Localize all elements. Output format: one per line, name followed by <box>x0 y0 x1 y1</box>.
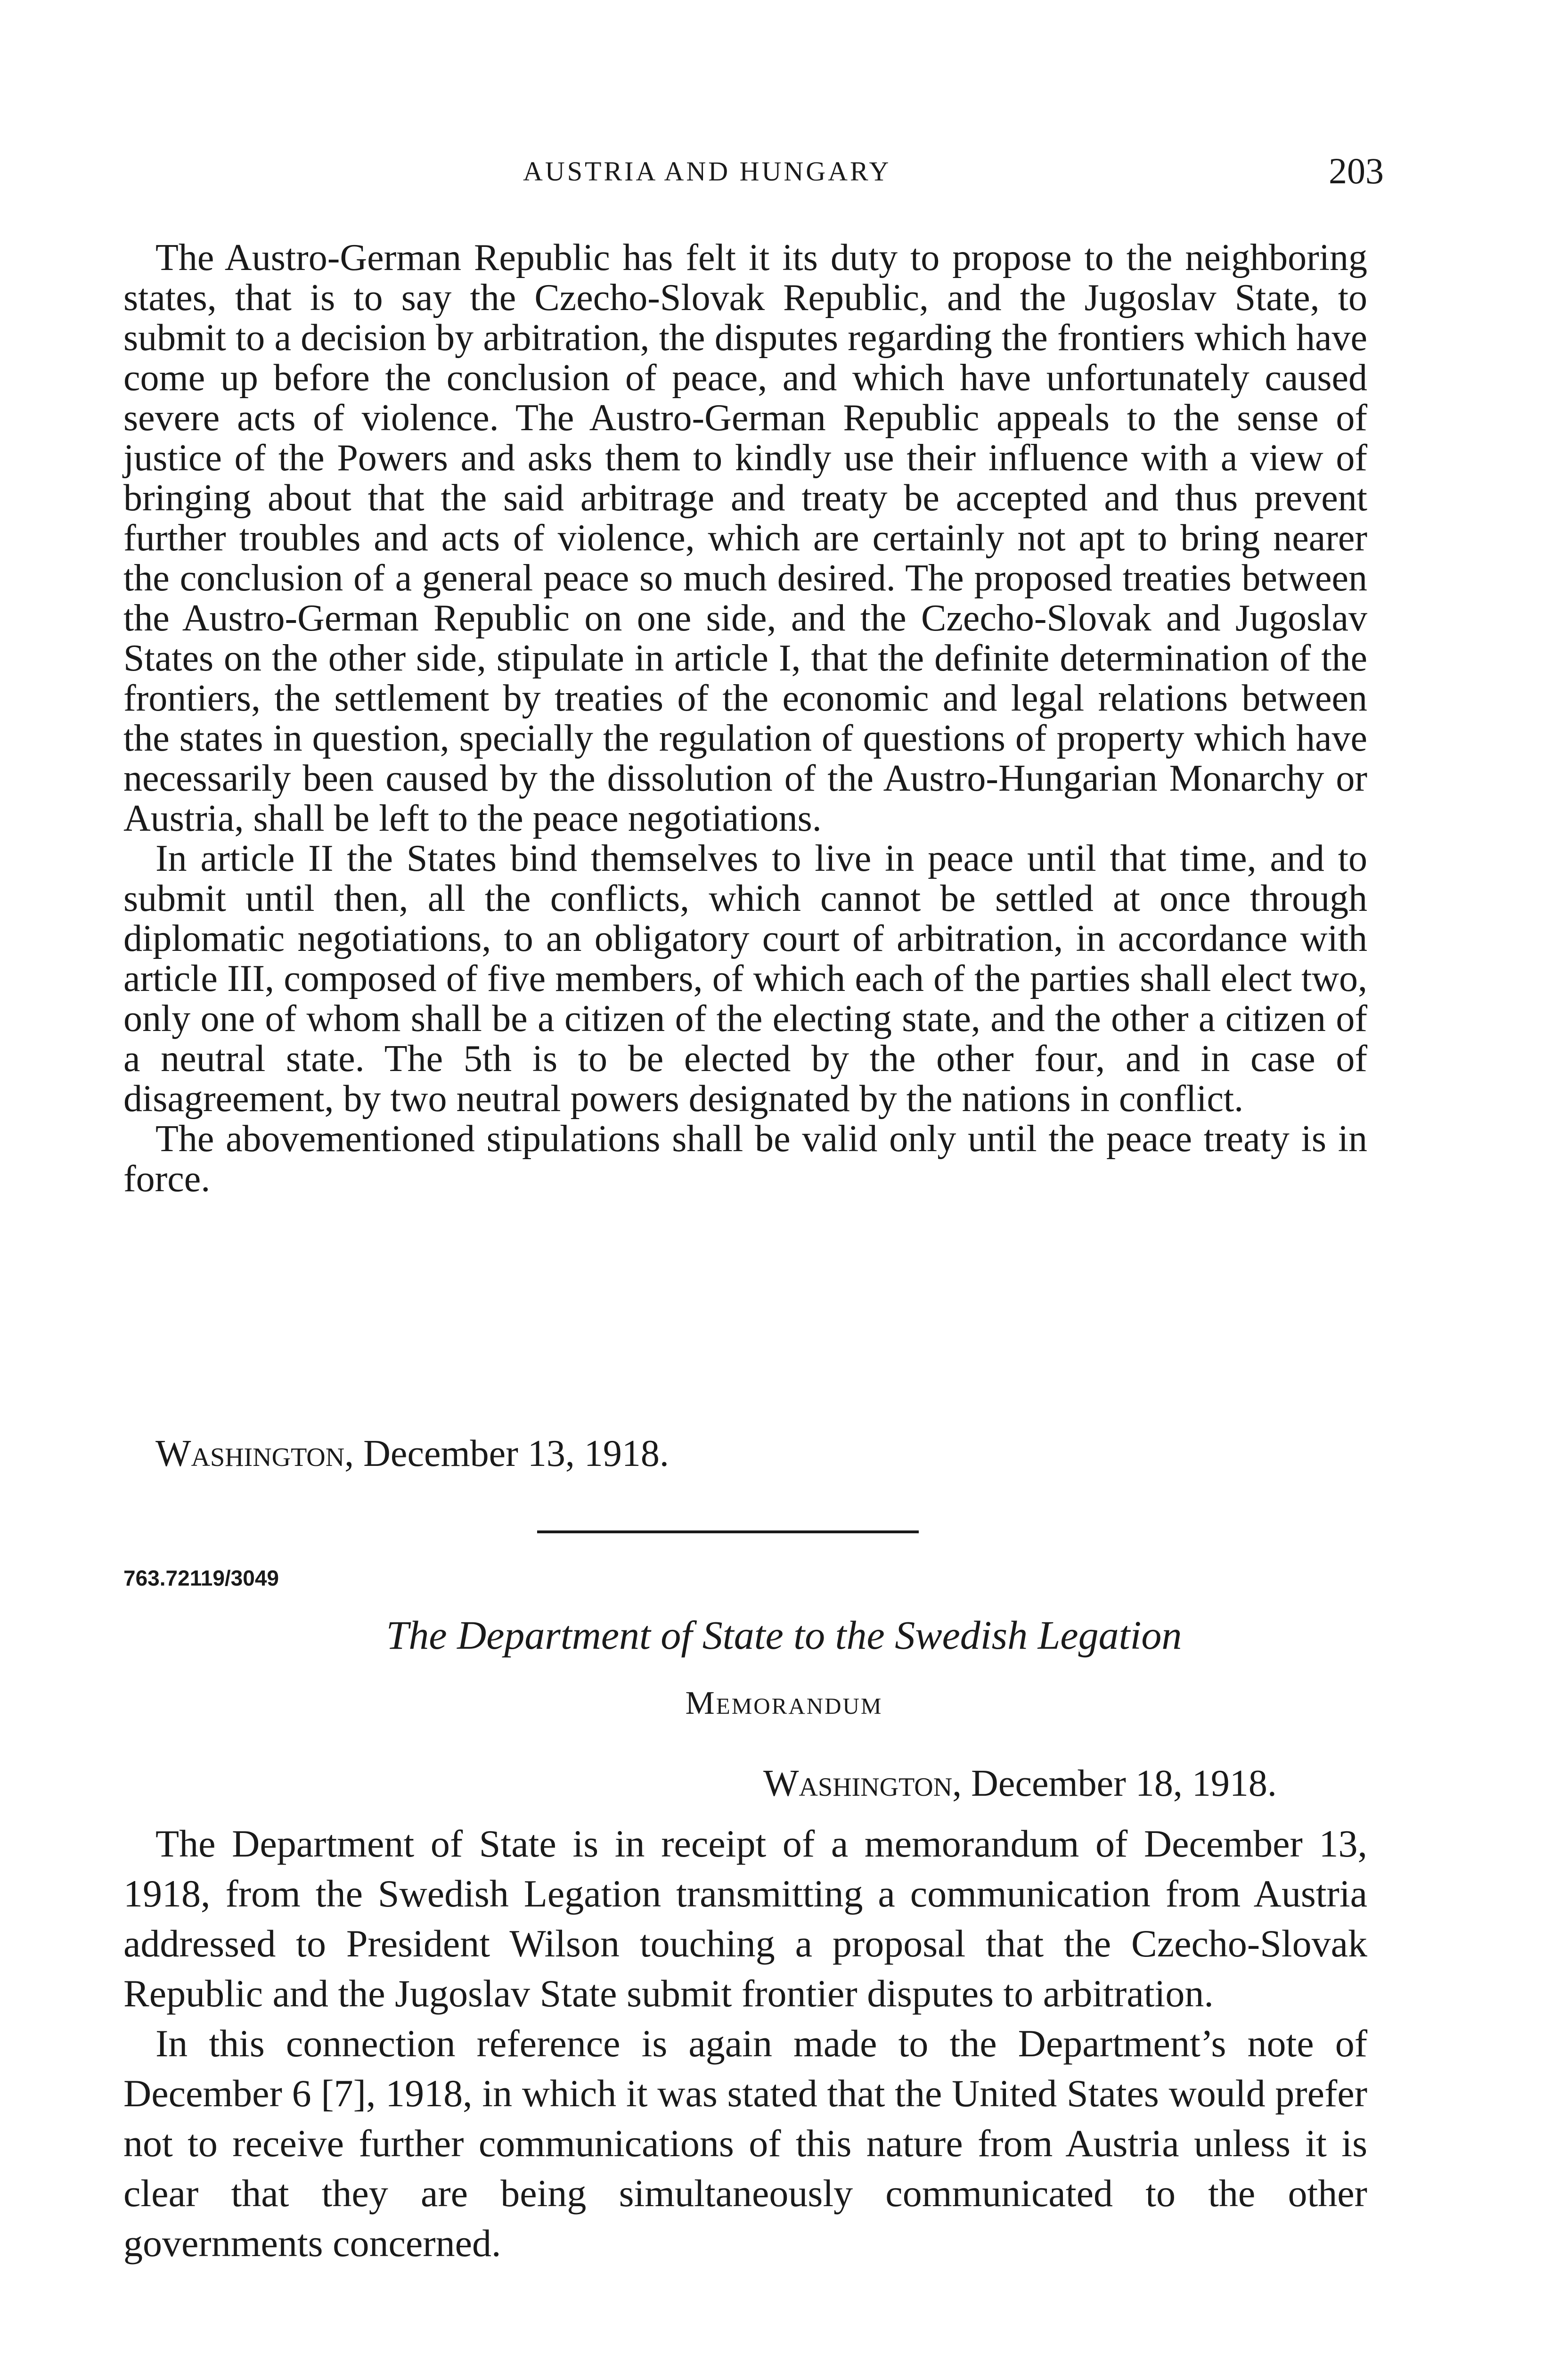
section-divider <box>537 1530 919 1533</box>
dateline-place: Washington <box>155 1433 345 1474</box>
file-number: 763.72119/3049 <box>123 1566 279 1590</box>
document-heading: The Department of State to the Swedish Legation <box>386 1612 1182 1658</box>
letter-body <box>123 238 1367 1199</box>
dateline-place: Washington <box>763 1763 953 1804</box>
paragraph: In this connection reference is again made to the Department’s note of December 6 [7], 1918, in which it was stated that the United States would prefer not to receive further communications of this nature from Austria unless it is clear that they are being simultaneously communicated to the other governments concerned. <box>123 2022 1367 2265</box>
page-number: 203 <box>1329 150 1384 191</box>
dateline <box>155 1432 669 1475</box>
paragraph: The Department of State is in receipt of a memorandum of December 13, 1918, from the Swedish Legation transmitting a communication from Austria addressed to President Wilson touching a proposal that the Czecho-Slovak Republic and the Jugoslav State submit frontier disputes to arbitration. <box>123 1822 1367 2015</box>
paragraph: The Austro-German Republic has felt it its duty to propose to the neighboring states, that is to say the Czecho-Slovak Republic, and the Jugoslav State, to submit to a decision by arbitration, the disputes regarding the frontiers which have come up before the conclusion of peace, and which have unfortunately caused severe acts of violence. The Austro-German Republic appeals to the sense of justice of the Powers and asks them to kindly use their influence with a view of bringing about that the said arbitrage and treaty be accepted and thus prevent further troubles and acts of violence, which are certainly not apt to bring nearer the conclusion of a general peace so much desired. The proposed treaties between the Austro-German Republic on one side, and the Czecho-Slovak and Jugoslav States on the other side, stipulate in article I, that the definite determination of the frontiers, the settlement by treaties of the economic and legal relations between the states in question, specially the regulation of questions of property which have necessarily been caused by the dissolution of the Austro-Hungarian Monarchy or Austria, shall be left to the peace negotiations. <box>123 237 1367 839</box>
running-head: AUSTRIA AND HUNGARY <box>523 156 891 187</box>
dateline-date: , December 18, 1918. <box>952 1763 1277 1804</box>
paragraph: The abovementioned stipulations shall be valid only until the peace treaty is in force. <box>123 1118 1367 1200</box>
memorandum-body <box>123 1819 1367 2268</box>
paragraph: In article II the States bind themselves to live in peace until that time, and to submit until then, all the conflicts, which cannot be settled at once through diplomatic negotiations, to an obligatory court of arbitration, in accordance with article III, composed of five members, of which each of the parties shall elect two, only one of whom shall be a citizen of the electing state, and the other a citizen of a neutral state. The 5th is to be elected by the other four, and in case of disagreement, by two neutral powers designated by the nations in conflict. <box>123 838 1367 1120</box>
dateline-date: , December 13, 1918. <box>344 1433 669 1474</box>
dateline <box>763 1762 1277 1805</box>
memorandum-label: Memorandum <box>685 1685 883 1721</box>
